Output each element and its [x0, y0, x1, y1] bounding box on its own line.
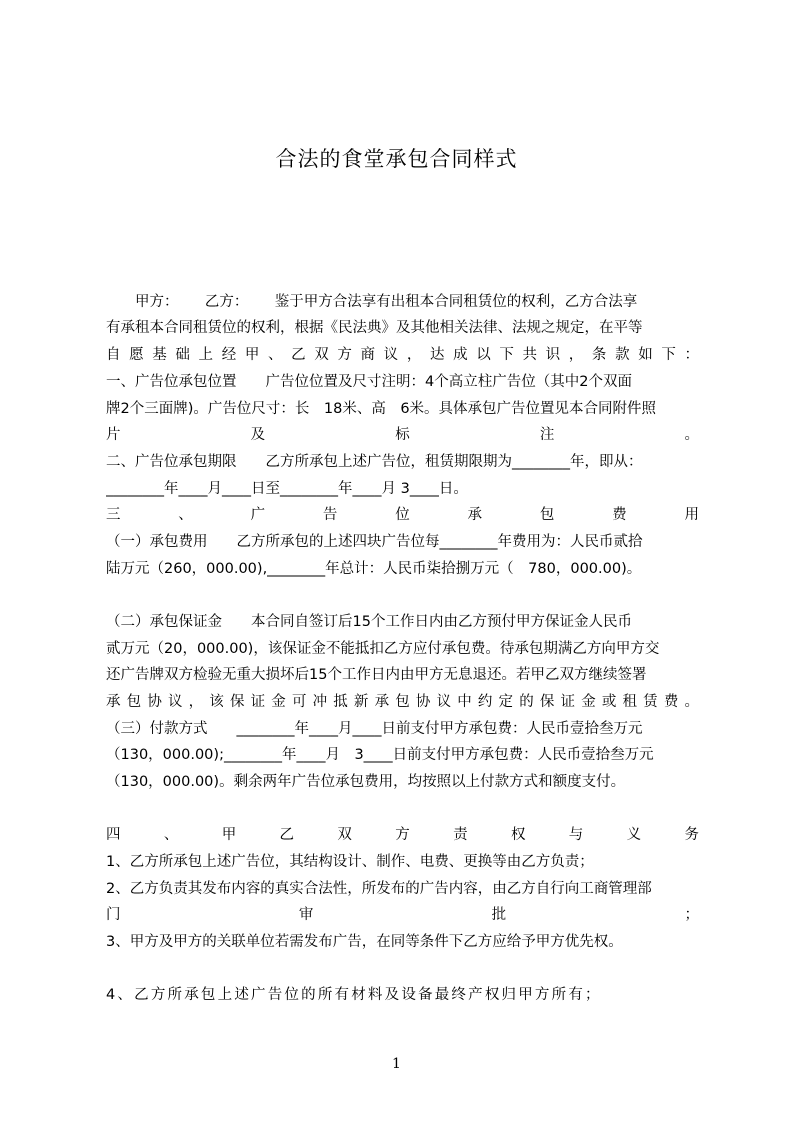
paragraph-line: 牌2个三面牌)。广告位尺寸：长 18米、高 6米。具体承包广告位置见本合同附件照 — [106, 401, 657, 417]
paragraph-line: ________年____月____日至________年____月 3____日。 — [106, 481, 468, 497]
subsection-fee: （一）承包费用 乙方所承包的上述四块广告位每________年费用为：人民币贰拾 — [106, 534, 643, 550]
subsection-payment: （三）付款方式 ________年____月____日前支付甲方承包费：人民币壹拾叁万元 — [106, 721, 643, 737]
paragraph-line: （130，000.00);________年____月 3____日前支付甲方承包费：人民币壹拾叁万元 — [106, 747, 654, 763]
paragraph-line: 甲方： 乙方： 鉴于甲方合法享有出租本合同租赁位的权利，乙方合法享 — [106, 294, 638, 310]
paragraph-line: 贰万元（20，000.00)，该保证金不能抵扣乙方应付承包费。待承包期满乙方向甲方交 — [106, 641, 660, 657]
paragraph-line: 门 审 批 ； — [106, 907, 699, 923]
clause-item: 1、乙方所承包上述广告位，其结构设计、制作、电费、更换等由乙方负责； — [106, 854, 594, 870]
document-title: 合法的食堂承包合同样式 — [275, 147, 518, 171]
clause-item: 4、乙方所承包上述广告位的所有材料及设备最终产权归甲方所有； — [106, 987, 602, 1003]
clause-item: 2、乙方负责其发布内容的真实合法性，所发布的广告内容，由乙方自行向工商管理部 — [106, 881, 652, 897]
section-heading-2: 二、广告位承包期限 乙方所承包上述广告位，租赁期限期为________年，即从： — [106, 454, 643, 470]
section-heading-1: 一、广告位承包位置 广告位位置及尺寸注明：4个高立柱广告位（其中2个双面 — [106, 374, 632, 390]
clause-item: 3、甲方及甲方的关联单位若需发布广告，在同等条件下乙方应给予甲方优先权。 — [106, 934, 623, 950]
page-number: 1 — [392, 1056, 401, 1072]
paragraph-line: （130，000.00)。剩余两年广告位承包费用，均按照以上付款方式和额度支付。 — [106, 774, 626, 790]
paragraph-line: 片 及 标 注 。 — [106, 427, 699, 443]
subsection-deposit: （二）承包保证金 本合同自签订后15个工作日内由乙方预付甲方保证金人民币 — [106, 614, 632, 630]
paragraph-line: 有承租本合同租赁位的权利，根据《民法典》及其他相关法律、法规之规定，在平等 — [106, 320, 643, 336]
section-heading-3: 三 、 广 告 位 承 包 费 用 — [106, 507, 699, 523]
paragraph-line: 自 愿 基 础 上 经 甲 、 乙 双 方 商 议 ， 达 成 以 下 共 识 ， 条 款 如 下 ： — [106, 347, 699, 363]
paragraph-line: 承 包 协 议 ， 该 保 证 金 可 冲 抵 新 承 包 协 议 中 约 定 的 保 证 金 或 租 赁 费 。 — [106, 694, 699, 710]
paragraph-line: 陆万元（260，000.00),________年总计：人民币柒拾捌万元（ 780，000.00)。 — [106, 561, 642, 577]
paragraph-line: 还广告牌双方检验无重大损坏后15个工作日内由甲方无息退还。若甲乙双方继续签署 — [106, 667, 647, 683]
section-heading-4: 四 、 甲 乙 双 方 责 权 与 义 务 — [106, 827, 699, 843]
